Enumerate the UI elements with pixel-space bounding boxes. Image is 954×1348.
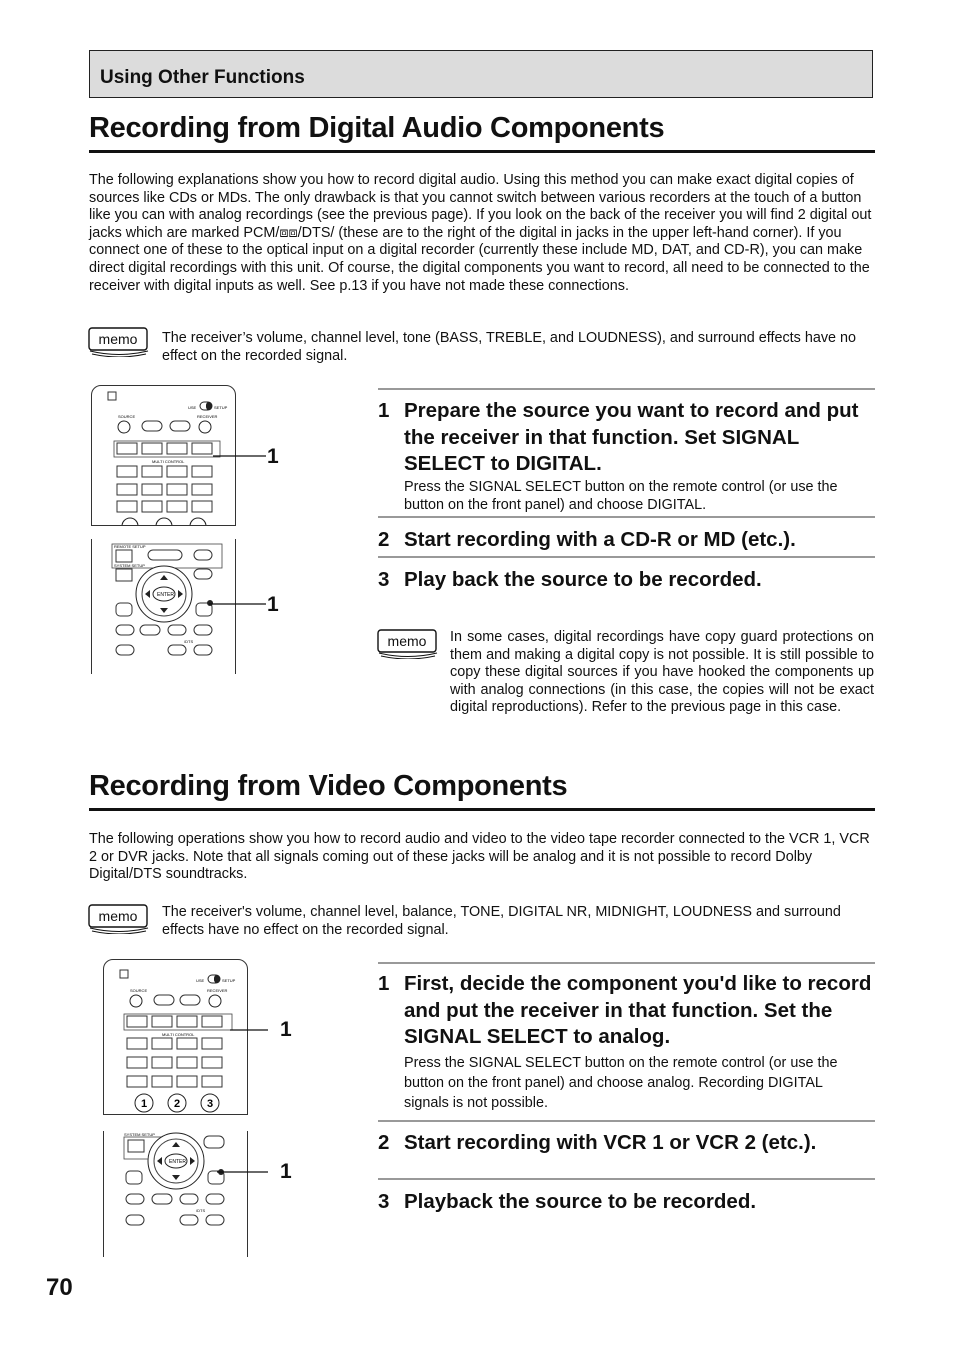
digital-step-3 [378,567,875,595]
digital-step-1-body: Press the SIGNAL SELECT button on the remote control (or use the button on the front panel) and choose DIGITAL. [404,479,838,513]
svg-text:/DTS: /DTS [196,1208,206,1213]
svg-text:SETUP: SETUP [214,405,228,410]
digital-memo-text: The receiver’s volume, channel level, tone (BASS, TREBLE, and LOUDNESS), and surround effects have no effect on the recorded signal. [162,330,857,364]
callout-lines-digital [180,440,280,620]
step-rule [378,1120,875,1122]
section-tab [89,50,873,98]
digital-step-1 [378,398,875,482]
step-title: Playback the source to be recorded. [404,1190,757,1213]
svg-text:REMOTE SETUP: REMOTE SETUP [114,544,146,549]
svg-text:3: 3 [207,1098,214,1110]
svg-text:memo: memo [98,331,138,347]
step-title: Start recording with a CD-R or MD (etc.). [404,528,796,551]
svg-text:2: 2 [174,1098,181,1110]
callout-lines-video [180,1010,280,1190]
memo-icon [88,904,150,934]
svg-text:memo: memo [387,633,427,649]
title-rule [89,150,875,153]
video-memo-text: The receiver's volume, channel level, balance, TONE, DIGITAL NR, MIDNIGHT, LOUDNESS and surround effects have no effect on the recorded signal. [162,904,841,938]
step-number: 1 [378,399,390,422]
memo-icon [377,629,439,659]
svg-text:SYSTEM SETUP: SYSTEM SETUP [114,563,145,568]
digital-intro: The following explanations show you how to record digital audio. Using this method you can make exact digital copies of sources like CDs or MDs. The only drawback is that you cannot switch between various recorders at the touch of a button like you can with analog recordings (see the previous page). If you look on the back of the receiver you will find 2 digital out jacks which are marked PCM/⧈⧈/DTS/ (these are to the right of the digital in jacks in the upper left-hand corner). If you connect one of these to the optical input on a digital recorder (currently these include MD, DAT, and CD-R), you can make direct digital recordings with this unit. Of course, the digital components you want to record, all need to be connected to the receiver with digital inputs as well. See p.13 if you have not made these connections. [89,172,872,294]
video-step-2 [378,1130,875,1158]
step-number: 3 [378,568,390,591]
step-rule [378,1178,875,1180]
svg-text:RECEIVER: RECEIVER [197,414,218,419]
step-rule [378,556,875,558]
step-title: Play back the source to be recorded. [404,568,762,591]
svg-text:1: 1 [141,1098,148,1110]
callout-1-bottom: 1 [267,593,279,616]
step-rule [378,388,875,390]
step-rule [378,516,875,518]
step-title: Prepare the source you want to record and put the receiver in that function. Set SIGNAL SELECT to DIGITAL. [404,399,859,475]
step-rule [378,962,875,964]
svg-text:RECEIVER: RECEIVER [207,988,228,993]
step-number: 1 [378,972,390,995]
step-title: First, decide the component you'd like to record and put the receiver in that function. Set the SIGNAL SELECT to analog. [404,972,872,1048]
callout-1-bottom: 1 [280,1160,292,1183]
video-step-1 [378,971,875,1055]
svg-text:SYSTEM SETUP: SYSTEM SETUP [124,1132,155,1137]
digital-title: Recording from Digital Audio Components [89,112,665,144]
svg-text:MULTI CONTROL: MULTI CONTROL [152,459,185,464]
callout-1-top: 1 [267,445,279,468]
memo-icon [88,327,150,357]
digital-memo2-text: In some cases, digital recordings have copy guard protections on them and making a digital copy is not possible. It is still possible to copy these digital sources if you have hooked the components up with analog connections (in this case, the copies will not be exact digital reproductions). Refer to the previous page in this case. [450,629,874,716]
step-title: Start recording with VCR 1 or VCR 2 (etc.). [404,1131,817,1154]
title-rule [89,808,875,811]
step-number: 3 [378,1190,390,1213]
page-number: 70 [46,1274,73,1301]
step-number: 2 [378,528,390,551]
svg-text:SETUP: SETUP [222,978,236,983]
svg-text:USE: USE [196,978,205,983]
video-title: Recording from Video Components [89,770,568,802]
svg-text:ENTER: ENTER [157,592,174,598]
svg-text:memo: memo [98,908,138,924]
step-number: 2 [378,1131,390,1154]
video-step-1-body: Press the SIGNAL SELECT button on the remote control (or use the button on the front panel) and choose analog. Recording DIGITAL signals is not possible. [404,1055,838,1111]
video-intro: The following operations show you how to record audio and video to the video tape recorder connected to the VCR 1, VCR 2 or DVR jacks. Note that all signals coming out of these jacks will be analog and it is not possible to record Dolby Digital/DTS soundtracks. [89,831,870,883]
video-step-3 [378,1189,875,1217]
svg-text:SOURCE: SOURCE [130,988,148,993]
svg-text:USE: USE [188,405,197,410]
digital-step-2 [378,527,875,555]
svg-text:ENTER: ENTER [169,1159,186,1165]
svg-text:/DTS: /DTS [184,639,194,644]
svg-text:SOURCE: SOURCE [118,414,136,419]
svg-text:MULTI CONTROL: MULTI CONTROL [162,1032,195,1037]
section-label: Using Other Functions [100,67,305,88]
callout-1-top: 1 [280,1018,292,1041]
